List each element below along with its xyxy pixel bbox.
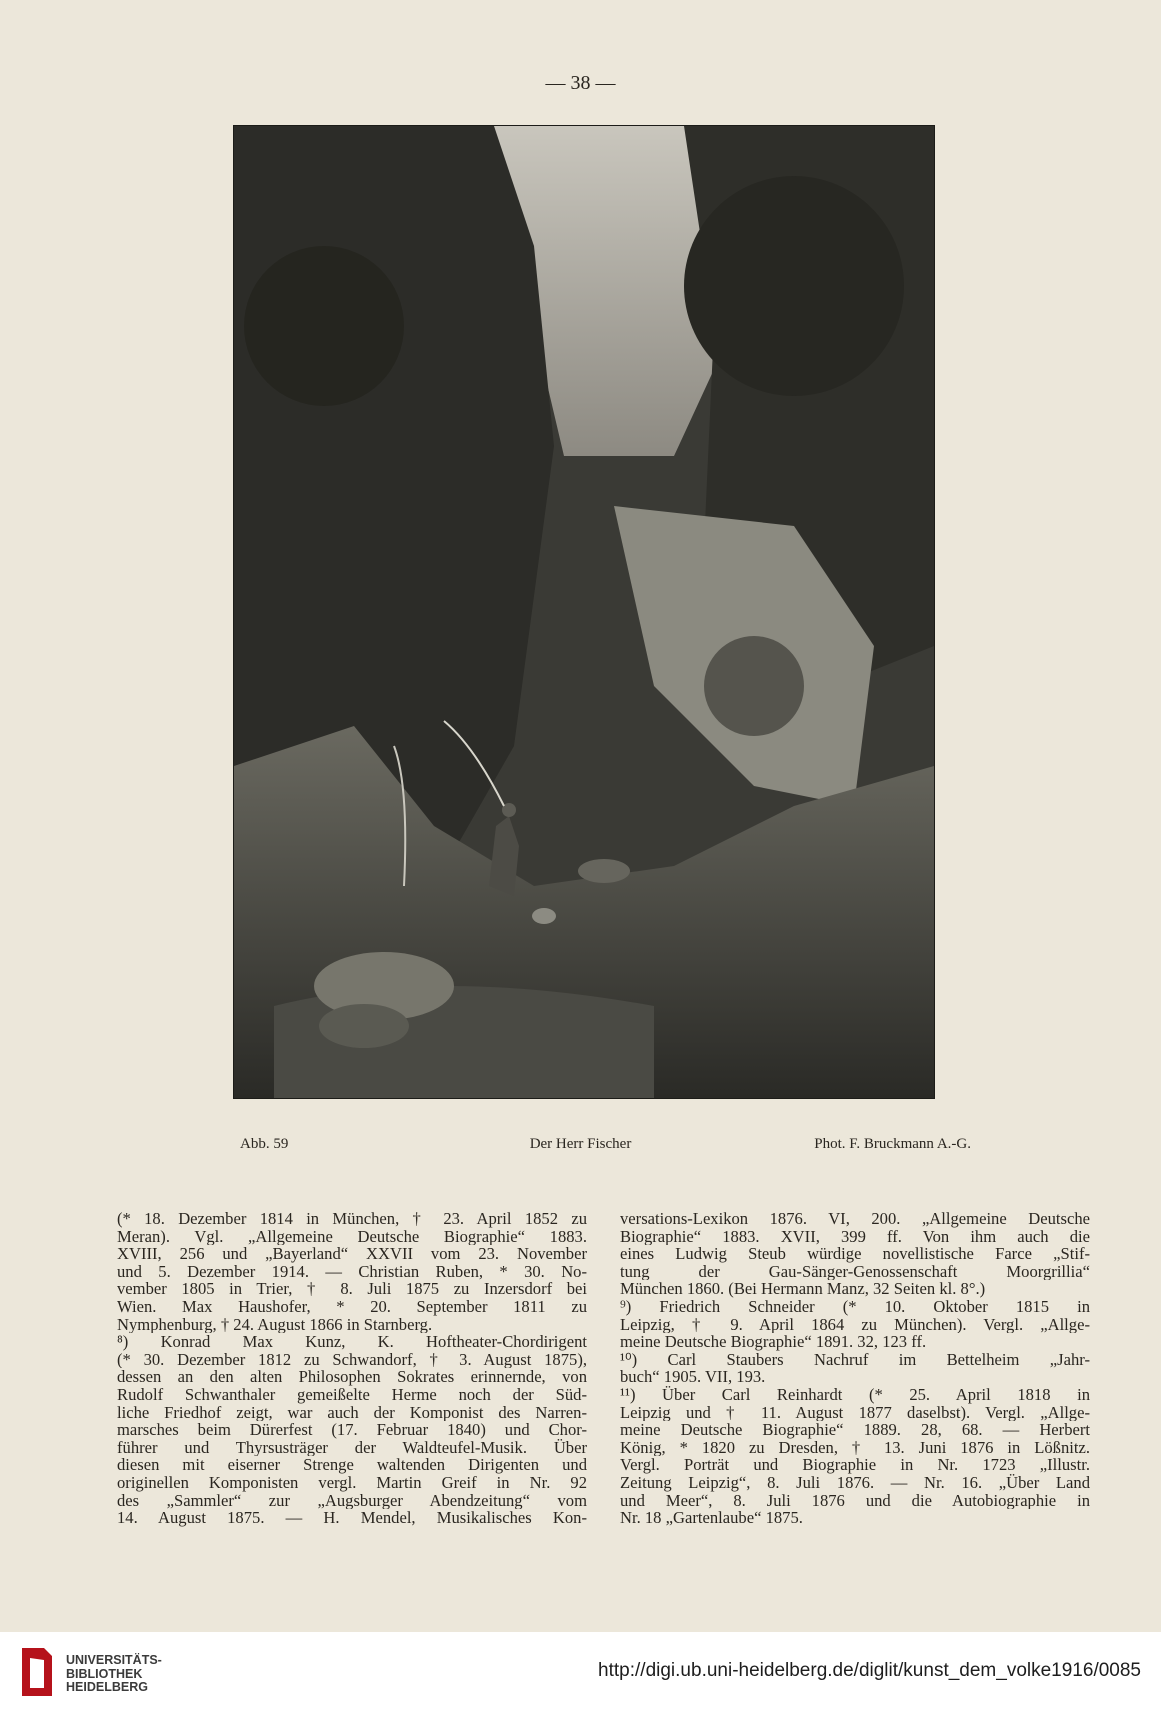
text-line: XVIII, 256 und „Bayerland“ XXVII vom 23. November <box>117 1245 587 1263</box>
text-line: 14. August 1875. — H. Mendel, Musikalisches Kon- <box>117 1509 587 1527</box>
figure-label: Abb. 59 <box>240 1136 289 1152</box>
text-line: ¹¹) Über Carl Reinhardt (* 25. April 1818 in <box>620 1385 1090 1404</box>
library-logo-icon <box>18 1646 56 1698</box>
figure-credit: Phot. F. Bruckmann A.-G. <box>814 1136 971 1152</box>
text-line: dessen an den alten Philosophen Sokrates erinnernde, von <box>117 1368 587 1386</box>
text-line: und Meer“, 8. Juli 1876 und die Autobiographie in <box>620 1491 1090 1510</box>
text-line: meine Deutsche Biographie“ 1889. 28, 68. — Herbert <box>620 1421 1090 1439</box>
text-line: tung der Gau-Sänger-Genossenschaft Moorgrillia“ <box>620 1262 1090 1281</box>
footnotes-left-column <box>117 1210 587 1527</box>
text-line: ⁹) Friedrich Schneider (* 10. Oktober 1815 in <box>620 1297 1090 1316</box>
text-line: Nymphenburg, † 24. August 1866 in Starnberg. <box>117 1315 433 1334</box>
text-line: Rudolf Schwanthaler gemeißelte Herme noch der Süd- <box>117 1385 587 1404</box>
library-name-line: HEIDELBERG <box>66 1680 148 1694</box>
text-line: ⁸) Konrad Max Kunz, K. Hoftheater-Chordirigent <box>117 1333 587 1351</box>
text-line: diesen mit eiserner Strenge waltenden Dirigenten und <box>117 1456 587 1474</box>
library-name <box>66 1654 162 1695</box>
library-name-line: BIBLIOTHEK <box>66 1666 143 1681</box>
text-line: Wien. Max Haushofer, * 20. September 1811 zu <box>117 1297 587 1316</box>
forest-painting-image <box>234 126 934 1098</box>
page-number: — 38 — <box>545 72 616 94</box>
source-url-link[interactable]: http://digi.ub.uni-heidelberg.de/diglit/kunst_dem_volke1916/0085 <box>598 1660 1141 1681</box>
text-line: liche Friedhof zeigt, war auch der Komponist des Narren- <box>117 1403 587 1422</box>
library-footer <box>0 1632 1161 1717</box>
text-line: Biographie“ 1883. XVII, 399 ff. Von ihm auch die <box>620 1227 1090 1246</box>
text-line: buch“ 1905. VII, 193. <box>620 1368 766 1386</box>
text-line: König, * 1820 zu Dresden, † 13. Juni 1876 in Lößnitz. <box>620 1438 1090 1457</box>
text-line: marsches beim Dürerfest (17. Februar 1840) und Chor- <box>117 1421 587 1439</box>
text-line: ¹⁰) Carl Staubers Nachruf im Bettelheim „Jahr- <box>620 1350 1090 1369</box>
text-line: Leipzig, † 9. April 1864 zu München). Vergl. „Allge- <box>620 1315 1090 1334</box>
text-line: Meran). Vgl. „Allgemeine Deutsche Biographie“ 1883. <box>117 1227 587 1246</box>
text-line: Nr. 18 „Gartenlaube“ 1875. <box>620 1509 803 1527</box>
library-name-line: UNIVERSITÄTS- <box>66 1653 162 1667</box>
text-line: eines Ludwig Steub würdige novellistische Farce „Stif- <box>620 1245 1090 1263</box>
text-line: (* 30. Dezember 1812 zu Schwandorf, † 3. August 1875), <box>117 1350 587 1369</box>
text-line: meine Deutsche Biographie“ 1891. 32, 123 ff. <box>620 1333 927 1351</box>
text-line: vember 1805 in Trier, † 8. Juli 1875 zu Inzersdorf bei <box>117 1280 587 1298</box>
text-line: originellen Komponisten vergl. Martin Greif in Nr. 92 <box>117 1473 587 1492</box>
text-line: München 1860. (Bei Hermann Manz, 32 Seiten kl. 8°.) <box>620 1280 986 1298</box>
text-line: versations-Lexikon 1876. VI, 200. „Allgemeine Deutsche <box>620 1210 1090 1228</box>
footnotes-right-column <box>620 1210 1090 1527</box>
text-line: Leipzig und † 11. August 1877 daselbst). Vergl. „Allge- <box>620 1403 1090 1422</box>
text-line: Zeitung Leipzig“, 8. Juli 1876. — Nr. 16. „Über Land <box>620 1473 1090 1492</box>
text-line: Vergl. Porträt und Biographie in Nr. 1723 „Illustr. <box>620 1456 1090 1474</box>
figure-title: Der Herr Fischer <box>529 1136 632 1152</box>
text-line: und 5. Dezember 1914. — Christian Ruben, * 30. No- <box>117 1262 587 1281</box>
painting-plate <box>233 125 935 1099</box>
text-line: führer und Thyrsusträger der Waldteufel-Musik. Über <box>117 1438 587 1457</box>
text-line: (* 18. Dezember 1814 in München, † 23. April 1852 zu <box>117 1210 587 1228</box>
text-line: des „Sammler“ zur „Augsburger Abendzeitung“ vom <box>117 1491 587 1510</box>
